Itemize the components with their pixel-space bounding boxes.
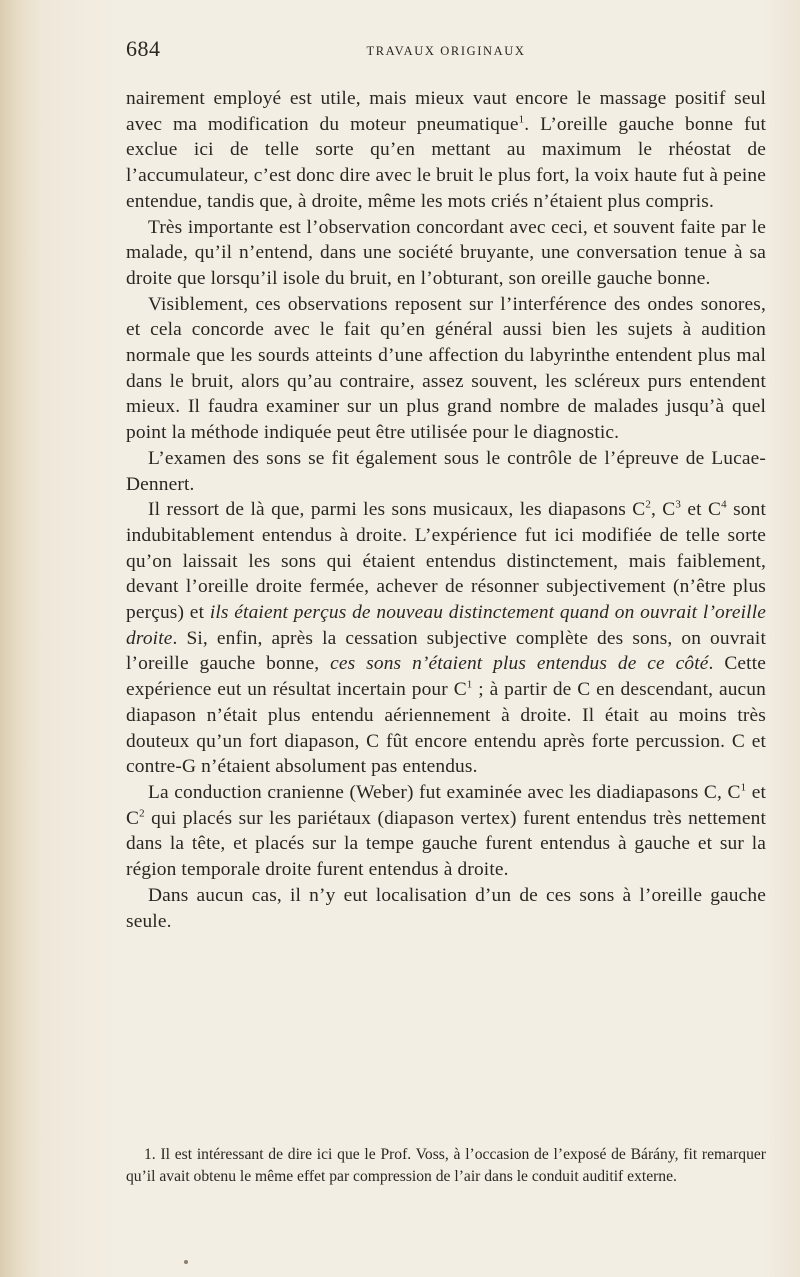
superscript-c3: 3 xyxy=(675,498,682,511)
superscript-c1-weber: 1 xyxy=(740,781,747,794)
paragraph-6-part-c: qui placés sur les pariétaux (diapason vertex) furent entendus très nettement dans la tête, et placés sur la tempe gauche furent entendus à gauche et sur la région temporale droite furent entendus à droite. xyxy=(126,807,766,881)
paragraph-5-part-f: . Cette expérience eut un résultat incertain pour C xyxy=(126,653,767,701)
superscript-c4: 4 xyxy=(721,498,727,511)
body-text xyxy=(126,86,766,934)
footnote-number: 1. xyxy=(144,1146,156,1163)
paragraph-5-part-a: Il ressort de là que, parmi les sons musicaux, les diapasons C xyxy=(148,499,646,521)
page-number: 684 xyxy=(126,36,161,61)
paragraph-4: L’examen des sons se fit également sous le contrôle de l’épreuve de Lucae-Dennert. xyxy=(126,447,766,495)
paragraph-5 xyxy=(126,497,766,780)
paragraph-1-end: . L’oreille gauche bonne fut exclue ici de telle sorte qu’en mettant au maximum le rhéostat de l’accumulateur, c’est donc dire avec le bruit le plus fort, la voix haute fut à peine entendue, tandis que, à droite, même les mots criés n’étaient plus compris. xyxy=(126,113,767,212)
paragraph-2: Très importante est l’observation concordant avec ceci, et souvent faite par le malade, qu’il n’entend, dans une société bruyante, une conversation tenue à sa droite que lorsqu’il isole du bruit, en l’obturant, son oreille gauche bonne. xyxy=(126,216,766,289)
superscript-c2: 2 xyxy=(645,498,651,511)
paragraph-6-part-a: La conduction cranienne (Weber) fut examinée avec les diadiapasons C, C xyxy=(148,781,741,803)
paragraph-3: Visiblement, ces observations reposent sur l’interférence des ondes sonores, et cela concorde avec le fait qu’en général aussi bien les sujets à audition normale que les sourds atteints d’une affection du labyrinthe entendent plus mal dans le bruit, alors qu’au contraire, assez souvent, les scléreux purs entendent mieux. Il faudra examiner sur un plus grand nombre de malades jusqu’à quel point la méthode indiquée peut être utilisée pour le diagnostic. xyxy=(126,293,766,444)
paragraph-1 xyxy=(126,86,766,215)
italic-emphasis-2: ces sons n’étaient plus entendus de ce côté xyxy=(330,653,709,675)
footnote xyxy=(126,1144,766,1188)
superscript-c2-weber: 2 xyxy=(139,807,145,820)
running-head: TRAVAUX ORIGINAUX xyxy=(366,44,526,58)
footnote-reference: 1 xyxy=(518,113,525,126)
paragraph-1-text: nairement employé est utile, mais mieux vaut encore le massage positif seul avec ma modification du moteur pneumatique xyxy=(126,88,766,135)
paragraph-7: Dans aucun cas, il n’y eut localisation d’un de ces sons à l’oreille gauche seule. xyxy=(126,884,766,932)
page-header xyxy=(126,36,766,66)
superscript-c1: 1 xyxy=(466,678,473,691)
paragraph-5-part-d: sont indubitablement entendus à droite. L’expérience fut ici modifiée de telle sorte qu’on laissait les sons qui étaient entendus distinctement, mais faiblement, devant l’oreille droite fermée, achever de résonner subjectivement (n’être plus perçus) et xyxy=(126,499,767,624)
paragraph-6-part-b: et C xyxy=(126,781,766,829)
footnote-text: Il est intéressant de dire ici que le Prof. Voss, à l’occasion de l’exposé de Bárány, fit remarquer qu’il avait obtenu le même effet par compression de l’air dans le conduit auditif externe. xyxy=(126,1146,766,1185)
paragraph-5-part-e: . Si, enfin, après la cessation subjective complète des sons, on ouvrait l’oreille gauche bonne, xyxy=(126,627,766,675)
paragraph-5-part-b: , C xyxy=(650,499,676,521)
paper-speck xyxy=(184,1260,188,1264)
italic-emphasis-1: ils étaient perçus de nouveau distinctement quand on ouvrait l’oreille droite xyxy=(126,602,767,649)
paragraph-5-part-c: et C xyxy=(681,499,722,521)
paragraph-6 xyxy=(126,780,766,883)
paragraph-5-part-g: ; à partir de C en descendant, aucun diapason n’était plus entendu aériennement à droite. Il était au moins très douteux qu’un fort diapason, C fût encore entendu après forte percussion. C et contre-G n’étaient absolument pas entendus. xyxy=(126,679,766,778)
